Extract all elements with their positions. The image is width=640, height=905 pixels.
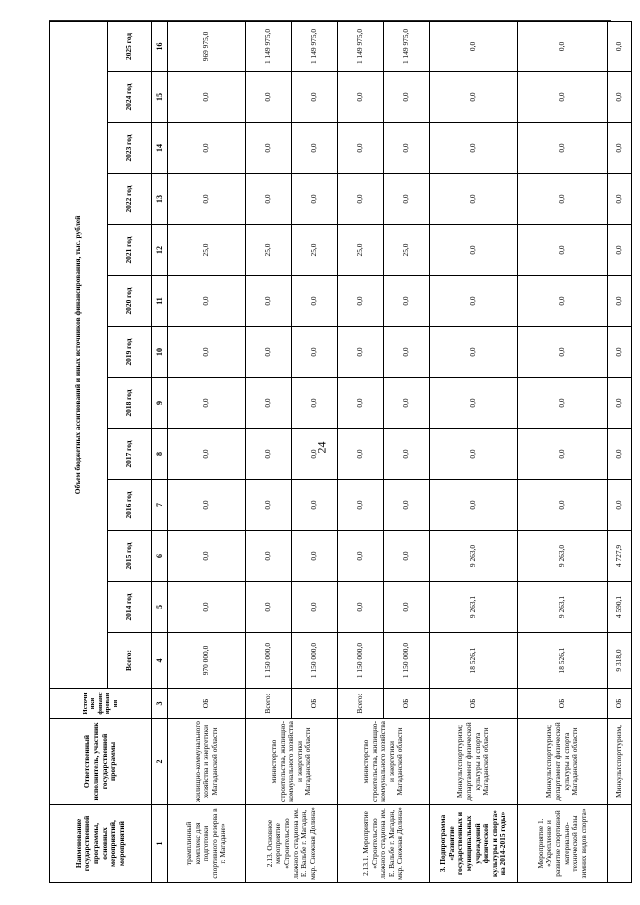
row-name: 2.13. Основное мероприятие «Строительство лыжного стадиона им. Е. Вальбе г. Магадан, мкр. Снежная Долина» xyxy=(246,805,338,883)
table-row xyxy=(338,21,384,882)
row-source: Всего: xyxy=(338,689,384,719)
cell-year: 9 263,1 xyxy=(430,582,518,633)
cell-year: 9 263,0 xyxy=(430,531,518,582)
row-name: Мероприятие 1. «Укрепление и развитие спортивной материально-технической базы зимних видов спорта» xyxy=(518,805,608,883)
column-number: 9 xyxy=(152,378,168,429)
cell-year: 1 149 975,0 xyxy=(338,21,384,71)
header-executor: Ответственный исполнитель, участник государственной программы xyxy=(50,719,152,805)
row-executor: Минкультспорттуризм; департамент физической культуры и спорта Магаданской области xyxy=(518,719,608,805)
header-year: 2014 год xyxy=(108,582,152,633)
cell-year: 0,0 xyxy=(338,174,384,225)
cell-year: 0,0 xyxy=(430,378,518,429)
row-name: 3. Подпрограмма «Развитие государственных и муниципальных учреждений физической культуры и спорта» на 2014-2015 годы» xyxy=(430,805,518,883)
header-year: 2023 год xyxy=(108,123,152,174)
cell-year: 0,0 xyxy=(430,21,518,71)
cell-year: 0,0 xyxy=(608,72,632,123)
cell-year: 0,0 xyxy=(168,480,246,531)
cell-year: 0,0 xyxy=(338,123,384,174)
table-row xyxy=(430,21,518,882)
cell-total: 1 150 000,0 xyxy=(384,633,430,689)
cell-year: 0,0 xyxy=(338,480,384,531)
cell-year: 0,0 xyxy=(430,174,518,225)
cell-year: 0,0 xyxy=(246,480,292,531)
cell-year: 0,0 xyxy=(292,531,338,582)
cell-year: 0,0 xyxy=(246,531,292,582)
table-row xyxy=(246,21,292,882)
cell-year: 0,0 xyxy=(168,582,246,633)
row-source: ОБ xyxy=(292,689,338,719)
column-number: 7 xyxy=(152,480,168,531)
cell-year: 0,0 xyxy=(430,225,518,276)
cell-year: 0,0 xyxy=(518,429,608,480)
cell-year: 0,0 xyxy=(168,174,246,225)
cell-year: 0,0 xyxy=(338,327,384,378)
cell-year: 1 149 975,0 xyxy=(246,21,292,71)
cell-year: 0,0 xyxy=(518,123,608,174)
cell-year: 0,0 xyxy=(246,429,292,480)
cell-year: 0,0 xyxy=(168,123,246,174)
cell-year: 0,0 xyxy=(384,327,430,378)
cell-year: 0,0 xyxy=(384,123,430,174)
cell-year: 0,0 xyxy=(292,72,338,123)
cell-year: 0,0 xyxy=(168,378,246,429)
row-source: ОБ xyxy=(518,689,608,719)
cell-year: 969 975,0 xyxy=(168,21,246,71)
cell-year: 0,0 xyxy=(168,429,246,480)
cell-year: 0,0 xyxy=(608,378,632,429)
cell-year: 0,0 xyxy=(246,174,292,225)
cell-year: 0,0 xyxy=(608,123,632,174)
cell-year: 0,0 xyxy=(608,429,632,480)
cell-year: 0,0 xyxy=(168,72,246,123)
header-name: Наименование государственной программы, основных мероприятий, мероприятий xyxy=(50,805,152,883)
cell-year: 0,0 xyxy=(246,378,292,429)
cell-year: 0,0 xyxy=(518,21,608,71)
cell-total: 9 318,0 xyxy=(608,633,632,689)
cell-year: 0,0 xyxy=(384,378,430,429)
column-number: 13 xyxy=(152,174,168,225)
cell-year: 0,0 xyxy=(608,21,632,71)
cell-year: 0,0 xyxy=(292,276,338,327)
cell-year: 0,0 xyxy=(292,174,338,225)
cell-year: 0,0 xyxy=(384,582,430,633)
cell-year: 0,0 xyxy=(246,72,292,123)
cell-year: 0,0 xyxy=(246,123,292,174)
cell-year: 25,0 xyxy=(168,225,246,276)
cell-year: 1 149 975,0 xyxy=(384,21,430,71)
cell-total: 18 526,1 xyxy=(430,633,518,689)
column-number: 2 xyxy=(152,719,168,805)
row-executor: жилищно-коммунального хозяйства и энергетики Магаданской области xyxy=(168,719,246,805)
cell-year: 0,0 xyxy=(292,123,338,174)
header-year: 2020 год xyxy=(108,276,152,327)
cell-year: 0,0 xyxy=(430,480,518,531)
table-row xyxy=(518,21,608,882)
cell-year: 0,0 xyxy=(608,327,632,378)
column-number: 10 xyxy=(152,327,168,378)
cell-year: 0,0 xyxy=(518,276,608,327)
header-year: 2017 год xyxy=(108,429,152,480)
cell-year: 0,0 xyxy=(338,72,384,123)
cell-year: 0,0 xyxy=(246,327,292,378)
cell-total: 970 000,0 xyxy=(168,633,246,689)
page-number: 24 xyxy=(314,441,329,454)
cell-year: 9 263,1 xyxy=(518,582,608,633)
rotated-table-frame xyxy=(49,20,624,883)
row-executor: министерство строительства, жилищно-коммунального хозяйства и энергетики Магаданской области xyxy=(338,719,430,805)
row-executor: Минкультспорттуризм, xyxy=(608,719,632,805)
column-number: 1 xyxy=(152,805,168,883)
cell-year: 25,0 xyxy=(384,225,430,276)
row-name xyxy=(608,805,632,883)
column-number: 15 xyxy=(152,72,168,123)
header-year: 2019 год xyxy=(108,327,152,378)
cell-year: 0,0 xyxy=(246,582,292,633)
cell-year: 0,0 xyxy=(292,582,338,633)
column-number: 16 xyxy=(152,21,168,71)
row-source: ОБ xyxy=(430,689,518,719)
cell-year: 9 263,0 xyxy=(518,531,608,582)
cell-year: 0,0 xyxy=(430,72,518,123)
column-number: 11 xyxy=(152,276,168,327)
cell-total: 18 526,1 xyxy=(518,633,608,689)
column-number: 4 xyxy=(152,633,168,689)
column-number: 5 xyxy=(152,582,168,633)
header-year: 2021 год xyxy=(108,225,152,276)
cell-year: 0,0 xyxy=(608,225,632,276)
cell-year: 1 149 975,0 xyxy=(292,21,338,71)
row-source: ОБ xyxy=(168,689,246,719)
cell-year: 0,0 xyxy=(608,480,632,531)
row-source: ОБ xyxy=(608,689,632,719)
cell-year: 0,0 xyxy=(518,327,608,378)
cell-year: 0,0 xyxy=(518,72,608,123)
cell-year: 0,0 xyxy=(292,480,338,531)
cell-year: 0,0 xyxy=(338,378,384,429)
cell-year: 4 590,1 xyxy=(608,582,632,633)
cell-year: 25,0 xyxy=(246,225,292,276)
column-number: 3 xyxy=(152,689,168,719)
cell-year: 0,0 xyxy=(292,429,338,480)
cell-total: 1 150 000,0 xyxy=(246,633,292,689)
row-source: Всего: xyxy=(246,689,292,719)
cell-year: 0,0 xyxy=(384,480,430,531)
cell-year: 0,0 xyxy=(246,276,292,327)
header-year: 2018 год xyxy=(108,378,152,429)
cell-year: 25,0 xyxy=(292,225,338,276)
header-year: 2016 год xyxy=(108,480,152,531)
header-year: 2015 год xyxy=(108,531,152,582)
cell-year: 25,0 xyxy=(338,225,384,276)
header-year: 2022 год xyxy=(108,174,152,225)
row-name: 2.13.1. Мероприятие «Строительство лыжного стадиона им. Е. Вальбе г. Магадан, мкр. Снежная Долина» xyxy=(338,805,430,883)
financing-table xyxy=(49,21,632,883)
header-total: Всего: xyxy=(108,633,152,689)
cell-year: 0,0 xyxy=(608,174,632,225)
column-number: 14 xyxy=(152,123,168,174)
row-executor: Минкультспорттуризм; департамент физической культуры и спорта Магаданской области xyxy=(430,719,518,805)
cell-total: 1 150 000,0 xyxy=(338,633,384,689)
cell-year: 0,0 xyxy=(338,276,384,327)
cell-year: 0,0 xyxy=(168,327,246,378)
cell-year: 0,0 xyxy=(384,72,430,123)
header-year: 2025 год xyxy=(108,21,152,71)
cell-year: 0,0 xyxy=(430,123,518,174)
cell-total: 1 150 000,0 xyxy=(292,633,338,689)
cell-year: 0,0 xyxy=(518,174,608,225)
row-source: ОБ xyxy=(384,689,430,719)
cell-year: 0,0 xyxy=(430,327,518,378)
cell-year: 0,0 xyxy=(338,531,384,582)
row-executor: министерство строительства, жилищно-коммунального хозяйства и энергетики Магаданской области xyxy=(246,719,338,805)
header-source: Источники финансирования xyxy=(50,689,152,719)
header-volume-title: Объем бюджетных ассигнований и иных источников финансирования, тыс. рублей xyxy=(50,21,108,688)
cell-year: 0,0 xyxy=(384,429,430,480)
cell-year: 0,0 xyxy=(518,480,608,531)
column-number: 6 xyxy=(152,531,168,582)
table-row xyxy=(168,21,246,882)
cell-year: 0,0 xyxy=(292,327,338,378)
cell-year: 0,0 xyxy=(384,276,430,327)
cell-year: 4 727,9 xyxy=(608,531,632,582)
cell-year: 0,0 xyxy=(168,276,246,327)
header-year: 2024 год xyxy=(108,72,152,123)
cell-year: 0,0 xyxy=(384,174,430,225)
row-name: трамплинный комплекс для подготовки спортивного резерва в г. Магадане» xyxy=(168,805,246,883)
cell-year: 0,0 xyxy=(518,378,608,429)
cell-year: 0,0 xyxy=(168,531,246,582)
cell-year: 0,0 xyxy=(338,429,384,480)
cell-year: 0,0 xyxy=(292,378,338,429)
cell-year: 0,0 xyxy=(430,276,518,327)
column-number: 8 xyxy=(152,429,168,480)
column-number: 12 xyxy=(152,225,168,276)
cell-year: 0,0 xyxy=(430,429,518,480)
cell-year: 0,0 xyxy=(384,531,430,582)
cell-year: 0,0 xyxy=(338,582,384,633)
cell-year: 0,0 xyxy=(518,225,608,276)
cell-year: 0,0 xyxy=(608,276,632,327)
table-row xyxy=(608,21,632,882)
